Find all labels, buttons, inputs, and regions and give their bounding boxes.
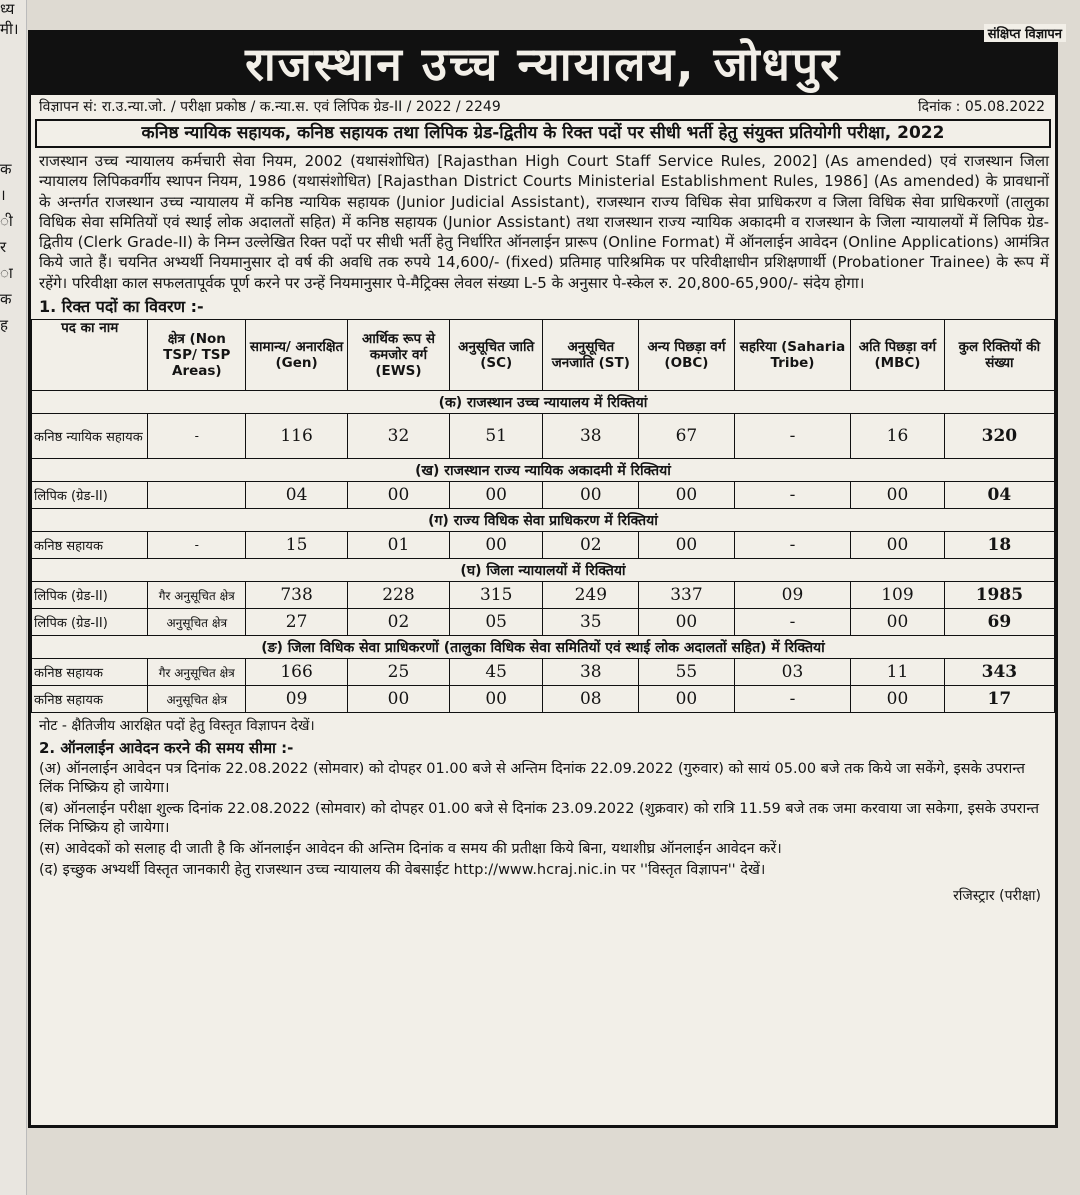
exam-title: कनिष्ठ न्यायिक सहायक, कनिष्ठ सहायक तथा लिपिक ग्रेड-द्वितीय के रिक्त पदों पर सीधी भर्ती हेतु संयुक्त प्रतियोगी परीक्षा, 2022: [35, 119, 1051, 148]
vacancy-count-cell: 01: [348, 532, 450, 559]
post-name-cell: लिपिक (ग्रेड-II): [32, 609, 148, 636]
vacancy-count-cell: 228: [348, 582, 450, 609]
section-timeline-title: 2. ऑनलाईन आवेदन करने की समय सीमा :-: [39, 739, 294, 758]
strip-fragment: ी: [0, 212, 13, 230]
vacancy-count-cell: 00: [543, 482, 639, 509]
strip-fragment: [0, 124, 26, 136]
vacancy-count-cell: 00: [449, 482, 543, 509]
adjacent-column-fragment: [0, 0, 27, 1195]
vacancy-count-cell: 00: [449, 532, 543, 559]
vacancy-count-cell: 738: [246, 582, 348, 609]
advertisement-date: दिनांक : 05.08.2022: [918, 99, 1045, 115]
post-name-cell: लिपिक (ग्रेड-II): [32, 482, 148, 509]
reference-line: [31, 95, 1055, 117]
table-note: नोट - क्षैतिजीय आरक्षित पदों हेतु विस्तृत विज्ञापन देखें।: [39, 718, 315, 735]
vacancy-count-cell: 35: [543, 609, 639, 636]
post-name-cell: कनिष्ठ न्यायिक सहायक: [32, 414, 148, 459]
group-title: (ख) राजस्थान राज्य न्यायिक अकादमी में रिक्तियां: [32, 459, 1055, 482]
group-title-row: [32, 509, 1055, 532]
column-header: अति पिछड़ा वर्ग (MBC): [851, 320, 945, 391]
vacancy-count-cell: 09: [246, 686, 348, 713]
column-header: पद का नाम: [32, 320, 148, 391]
timeline-list: [31, 758, 1055, 880]
area-cell: अनुसूचित क्षेत्र: [148, 609, 246, 636]
strip-fragment: क: [0, 290, 12, 308]
total-cell: 343: [944, 659, 1054, 686]
vacancy-table: [31, 319, 1055, 713]
vacancy-count-cell: 00: [348, 482, 450, 509]
column-header: कुल रिक्तियों की संख्या: [944, 320, 1054, 391]
vacancy-count-cell: 00: [348, 686, 450, 713]
vacancy-count-cell: 45: [449, 659, 543, 686]
vacancy-count-cell: 00: [639, 482, 735, 509]
total-cell: 04: [944, 482, 1054, 509]
strip-fragment: [0, 76, 26, 88]
post-name-cell: कनिष्ठ सहायक: [32, 659, 148, 686]
vacancy-count-cell: 02: [543, 532, 639, 559]
table-row: [32, 414, 1055, 459]
vacancy-count-cell: -: [734, 482, 850, 509]
group-title-row: [32, 459, 1055, 482]
intro-paragraph: [31, 148, 1055, 293]
vacancy-count-cell: 00: [851, 532, 945, 559]
vacancy-count-cell: 38: [543, 659, 639, 686]
column-header: सामान्य/ अनारक्षित (Gen): [246, 320, 348, 391]
column-header: अनुसूचित जनजाति (ST): [543, 320, 639, 391]
strip-fragment: ध्य: [0, 0, 15, 18]
strip-fragment: ा: [0, 264, 13, 282]
column-header: क्षेत्र (Non TSP/ TSP Areas): [148, 320, 246, 391]
table-row: [32, 686, 1055, 713]
table-row: [32, 582, 1055, 609]
post-name-cell: लिपिक (ग्रेड-II): [32, 582, 148, 609]
post-name-cell: कनिष्ठ सहायक: [32, 686, 148, 713]
vacancy-count-cell: 166: [246, 659, 348, 686]
post-name-cell: कनिष्ठ सहायक: [32, 532, 148, 559]
column-header: सहरिया (Saharia Tribe): [734, 320, 850, 391]
group-title: (ङ) जिला विधिक सेवा प्राधिकरणों (तालुका विधिक सेवा समितियों एवं स्थाई लोक अदालतों सहित) में रिक्तियां: [32, 636, 1055, 659]
vacancy-count-cell: 04: [246, 482, 348, 509]
table-row: [32, 659, 1055, 686]
section-timeline-heading: [31, 735, 1055, 758]
vacancy-count-cell: 315: [449, 582, 543, 609]
vacancy-count-cell: 00: [449, 686, 543, 713]
column-header: अन्य पिछड़ा वर्ग (OBC): [639, 320, 735, 391]
strip-fragment: [0, 100, 26, 112]
vacancy-count-cell: 00: [639, 686, 735, 713]
timeline-item: (स) आवेदकों को सलाह दी जाती है कि ऑनलाईन आवेदन की अन्तिम दिनांक व समय की प्रतीक्षा किये बिना, यथाशीघ्र ऑनलाईन आवेदन करें।: [39, 841, 782, 858]
strip-fragment: [0, 88, 26, 100]
vacancy-count-cell: 51: [449, 414, 543, 459]
ad-type-tag: संक्षिप्त विज्ञापन: [984, 24, 1066, 42]
area-cell: अनुसूचित क्षेत्र: [148, 686, 246, 713]
masthead-title: राजस्थान उच्च न्यायालय, जोधपुर: [31, 33, 1055, 95]
strip-fragment: ।: [0, 186, 6, 204]
advertisement-sheet: [28, 30, 1058, 1128]
vacancy-count-cell: 109: [851, 582, 945, 609]
vacancy-count-cell: 32: [348, 414, 450, 459]
area-cell: गैर अनुसूचित क्षेत्र: [148, 659, 246, 686]
intro-text: राजस्थान उच्च न्यायालय कर्मचारी सेवा नियम, 2002 (यथासंशोधित) [Rajasthan High Court Staff Service Rules, 2002] (As amended) एवं राजस्थान जिला न्यायालय लिपिकवर्गीय स्थापन नियम, 1986 (यथासंशोधित) [Rajasthan District Courts Ministerial Establishment Rules, 1986] (As amended) के प्रावधानों के अन्तर्गत राजस्थान उच्च न्यायालय में कनिष्ठ न्यायिक सहायक (Junior Judicial Assistant), राजस्थान राज्य विधिक सेवा प्राधिकरण व जिला विधिक सेवा प्राधिकरणों (तालुका विधिक सेवा समितियों एवं स्थाई लोक अदालतों सहित) में कनिष्ठ सहायक (Junior Assistant) तथा राजस्थान राज्य न्यायिक अकादमी व राजस्थान के जिला न्यायालयों में लिपिक ग्रेड-द्वितीय (Clerk Grade-II) के निम्न उल्लेखित रिक्त पदों पर सीधी भर्ती हेतु निर्धारित ऑनलाईन प्रारूप (Online Format) में ऑनलाईन आवेदन (Online Applications) आमंत्रित किये जाते हैं। चयनित अभ्यर्थी नियमानुसार दो वर्ष की अवधि तक रुपये 14,600/- (fixed) प्रतिमाह पारिश्रमिक पर परिवीक्षाधीन प्रशिक्षणार्थी (Probationer Trainee) के रूप में रहेंगे। परिवीक्षा काल सफलतापूर्वक पूर्ण करने पर उन्हें नियमानुसार पे-मैट्रिक्स लेवल संख्या L-5 के अनुसार पे-स्केल रु. 20,800-65,900/- संदेय होगा।: [39, 152, 1049, 292]
strip-fragment: [0, 148, 26, 160]
vacancy-count-cell: 03: [734, 659, 850, 686]
area-cell: -: [148, 414, 246, 459]
vacancy-count-cell: 05: [449, 609, 543, 636]
timeline-item: (ब) ऑनलाईन परीक्षा शुल्क दिनांक 22.08.2022 (सोमवार) को दोपहर 01.00 बजे से दिनांक 23.09.2022 (शुक्रवार) को रात्रि 11.59 बजे तक जमा करवाया जा सकेगा, इसके उपरान्त लिंक निष्क्रिय हो जायेगा।: [39, 801, 1039, 837]
group-title-row: [32, 391, 1055, 414]
total-cell: 320: [944, 414, 1054, 459]
group-title-row: [32, 636, 1055, 659]
vacancy-count-cell: 249: [543, 582, 639, 609]
vacancy-count-cell: 09: [734, 582, 850, 609]
group-title: (ग) राज्य विधिक सेवा प्राधिकरण में रिक्तियां: [32, 509, 1055, 532]
vacancy-count-cell: -: [734, 532, 850, 559]
strip-fragment: [0, 136, 26, 148]
area-cell: [148, 482, 246, 509]
table-row: [32, 532, 1055, 559]
vacancy-count-cell: 38: [543, 414, 639, 459]
vacancy-count-cell: -: [734, 609, 850, 636]
vacancy-count-cell: 11: [851, 659, 945, 686]
strip-fragment: [0, 112, 26, 124]
vacancy-count-cell: 116: [246, 414, 348, 459]
vacancy-count-cell: 25: [348, 659, 450, 686]
table-row: [32, 482, 1055, 509]
strip-fragment: क: [0, 160, 12, 178]
vacancy-count-cell: 337: [639, 582, 735, 609]
table-header-row: [32, 320, 1055, 391]
vacancy-count-cell: -: [734, 686, 850, 713]
total-cell: 18: [944, 532, 1054, 559]
vacancy-count-cell: 00: [639, 609, 735, 636]
vacancy-count-cell: 55: [639, 659, 735, 686]
column-header: अनुसूचित जाति (SC): [449, 320, 543, 391]
vacancy-count-cell: 16: [851, 414, 945, 459]
vacancy-count-cell: 08: [543, 686, 639, 713]
reference-number: विज्ञापन सं: रा.उ.न्या.जो. / परीक्षा प्रकोष्ठ / क.न्या.स. एवं लिपिक ग्रेड-II / 2022 / 2249: [39, 99, 501, 115]
timeline-item: (अ) ऑनलाईन आवेदन पत्र दिनांक 22.08.2022 (सोमवार) को दोपहर 01.00 बजे से अन्तिम दिनांक 22.09.2022 (गुरुवार) को सायं 05.00 बजे तक किये जा सकेंगे, इसके उपरान्त लिंक निष्क्रिय हो जायेगा।: [39, 761, 1025, 797]
group-title: (घ) जिला न्यायालयों में रिक्तियां: [32, 559, 1055, 582]
signature: रजिस्ट्रार (परीक्षा): [953, 888, 1041, 905]
vacancy-count-cell: -: [734, 414, 850, 459]
strip-fragment: [0, 52, 26, 64]
vacancy-count-cell: 00: [639, 532, 735, 559]
vacancy-count-cell: 00: [851, 686, 945, 713]
area-cell: गैर अनुसूचित क्षेत्र: [148, 582, 246, 609]
vacancy-count-cell: 02: [348, 609, 450, 636]
vacancy-count-cell: 00: [851, 482, 945, 509]
strip-fragment: र: [0, 238, 7, 256]
timeline-item: (द) इच्छुक अभ्यर्थी विस्तृत जानकारी हेतु राजस्थान उच्च न्यायालय की वेबसाईट http://www.hcraj.nic.in पर ''विस्तृत विज्ञापन'' देखें।: [39, 862, 766, 879]
strip-fragment: [0, 40, 26, 52]
strip-fragment: मी।: [0, 20, 19, 38]
strip-fragment: [0, 64, 26, 76]
column-header: आर्थिक रूप से कमजोर वर्ग (EWS): [348, 320, 450, 391]
total-cell: 1985: [944, 582, 1054, 609]
vacancy-count-cell: 00: [851, 609, 945, 636]
vacancy-count-cell: 27: [246, 609, 348, 636]
area-cell: -: [148, 532, 246, 559]
table-row: [32, 609, 1055, 636]
group-title: (क) राजस्थान उच्च न्यायालय में रिक्तियां: [32, 391, 1055, 414]
strip-fragment: ह: [0, 316, 8, 334]
total-cell: 69: [944, 609, 1054, 636]
group-title-row: [32, 559, 1055, 582]
vacancy-count-cell: 67: [639, 414, 735, 459]
vacancy-count-cell: 15: [246, 532, 348, 559]
section-vacancy-heading: 1. रिक्त पदों का विवरण :-: [39, 297, 204, 317]
total-cell: 17: [944, 686, 1054, 713]
